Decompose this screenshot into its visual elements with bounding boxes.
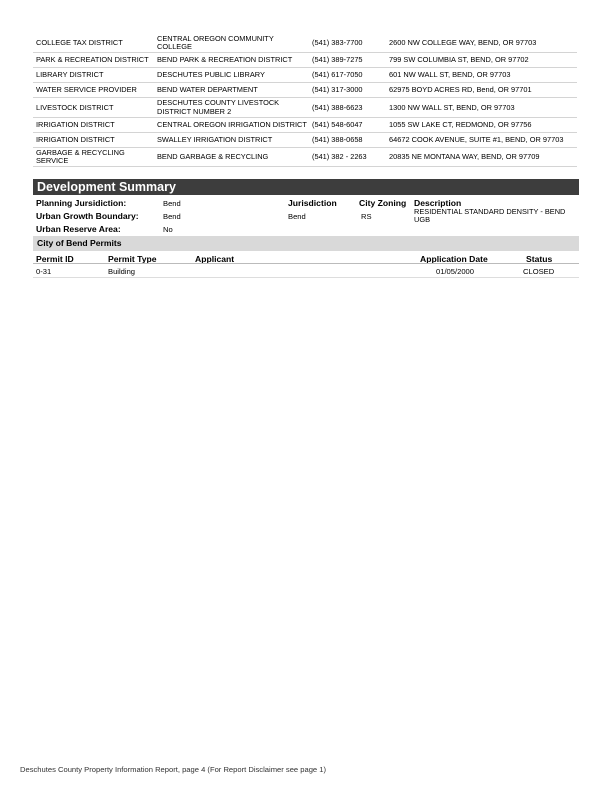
application-date-header: Application Date (420, 254, 488, 264)
city-zoning-value: RS (361, 212, 372, 221)
district-phone: (541) 388-0658 (309, 132, 386, 147)
table-row (33, 34, 577, 53)
ugb-label: Urban Growth Boundary: (36, 211, 139, 221)
district-type: LIBRARY DISTRICT (33, 68, 154, 83)
permit-status: CLOSED (523, 267, 555, 276)
district-phone: (541) 382 - 2263 (309, 147, 386, 166)
district-type: WATER SERVICE PROVIDER (33, 83, 154, 98)
ugb-value: Bend (163, 212, 181, 221)
permits-section-header: City of Bend Permits (33, 236, 579, 251)
status-header: Status (526, 254, 553, 264)
district-address: 1055 SW LAKE CT, REDMOND, OR 97756 (386, 117, 577, 132)
district-phone: (541) 388-6623 (309, 98, 386, 117)
district-name: CENTRAL OREGON COMMUNITY COLLEGE (154, 34, 309, 53)
table-row (33, 117, 577, 132)
divider (33, 263, 579, 264)
applicant-header: Applicant (195, 254, 235, 264)
district-address: 1300 NW WALL ST, BEND, OR 97703 (386, 98, 577, 117)
permit-id: 0-31 (36, 267, 52, 276)
permit-type-header: Permit Type (108, 254, 157, 264)
permit-application-date: 01/05/2000 (436, 267, 475, 276)
table-row (33, 147, 577, 166)
city-zoning-header: City Zoning (359, 198, 407, 208)
development-summary-header: Development Summary (33, 179, 579, 195)
district-type: IRRIGATION DISTRICT (33, 132, 154, 147)
district-name: DESCHUTES PUBLIC LIBRARY (154, 68, 309, 83)
jurisdiction-value: Bend (288, 212, 306, 221)
district-phone: (541) 317-3000 (309, 83, 386, 98)
district-phone: (541) 548-6047 (309, 117, 386, 132)
district-address: 601 NW WALL ST, BEND, OR 97703 (386, 68, 577, 83)
district-address: 64672 COOK AVENUE, SUITE #1, BEND, OR 97703 (386, 132, 577, 147)
table-row (33, 53, 577, 68)
page-footer: Deschutes County Property Information Report, page 4 (For Report Disclaimer see page 1) (20, 765, 327, 774)
district-phone: (541) 617-7050 (309, 68, 386, 83)
district-name: CENTRAL OREGON IRRIGATION DISTRICT (154, 117, 309, 132)
planning-jurisdiction-value: Bend (163, 199, 181, 208)
district-name: BEND GARBAGE & RECYCLING (154, 147, 309, 166)
district-table (33, 34, 577, 167)
planning-jurisdiction-label: Planning Jursidiction: (36, 198, 127, 208)
district-address: 20835 NE MONTANA WAY, BEND, OR 97709 (386, 147, 577, 166)
district-type: LIVESTOCK DISTRICT (33, 98, 154, 117)
district-phone: (541) 389-7275 (309, 53, 386, 68)
urban-reserve-value: No (163, 225, 173, 234)
table-row (33, 83, 577, 98)
jurisdiction-header: Jurisdiction (288, 198, 337, 208)
district-phone: (541) 383-7700 (309, 34, 386, 53)
table-row (33, 98, 577, 117)
description-header: Description (414, 198, 462, 208)
urban-reserve-label: Urban Reserve Area: (36, 224, 121, 234)
district-address: 799 SW COLUMBIA ST, BEND, OR 97702 (386, 53, 577, 68)
district-type: IRRIGATION DISTRICT (33, 117, 154, 132)
district-type: GARBAGE & RECYCLING SERVICE (33, 147, 154, 166)
district-name: SWALLEY IRRIGATION DISTRICT (154, 132, 309, 147)
district-address: 62975 BOYD ACRES RD, Bend, OR 97701 (386, 83, 577, 98)
description-value: RESIDENTIAL STANDARD DENSITY - BEND UGB (414, 207, 566, 225)
district-type: COLLEGE TAX DISTRICT (33, 34, 154, 53)
permit-id-header: Permit ID (36, 254, 74, 264)
district-type: PARK & RECREATION DISTRICT (33, 53, 154, 68)
table-row (33, 68, 577, 83)
table-row (33, 132, 577, 147)
divider (33, 277, 579, 278)
district-name: BEND WATER DEPARTMENT (154, 83, 309, 98)
district-name: BEND PARK & RECREATION DISTRICT (154, 53, 309, 68)
district-name: DESCHUTES COUNTY LIVESTOCK DISTRICT NUMBER 2 (154, 98, 309, 117)
district-address: 2600 NW COLLEGE WAY, BEND, OR 97703 (386, 34, 577, 53)
permit-type: Building (108, 267, 136, 276)
